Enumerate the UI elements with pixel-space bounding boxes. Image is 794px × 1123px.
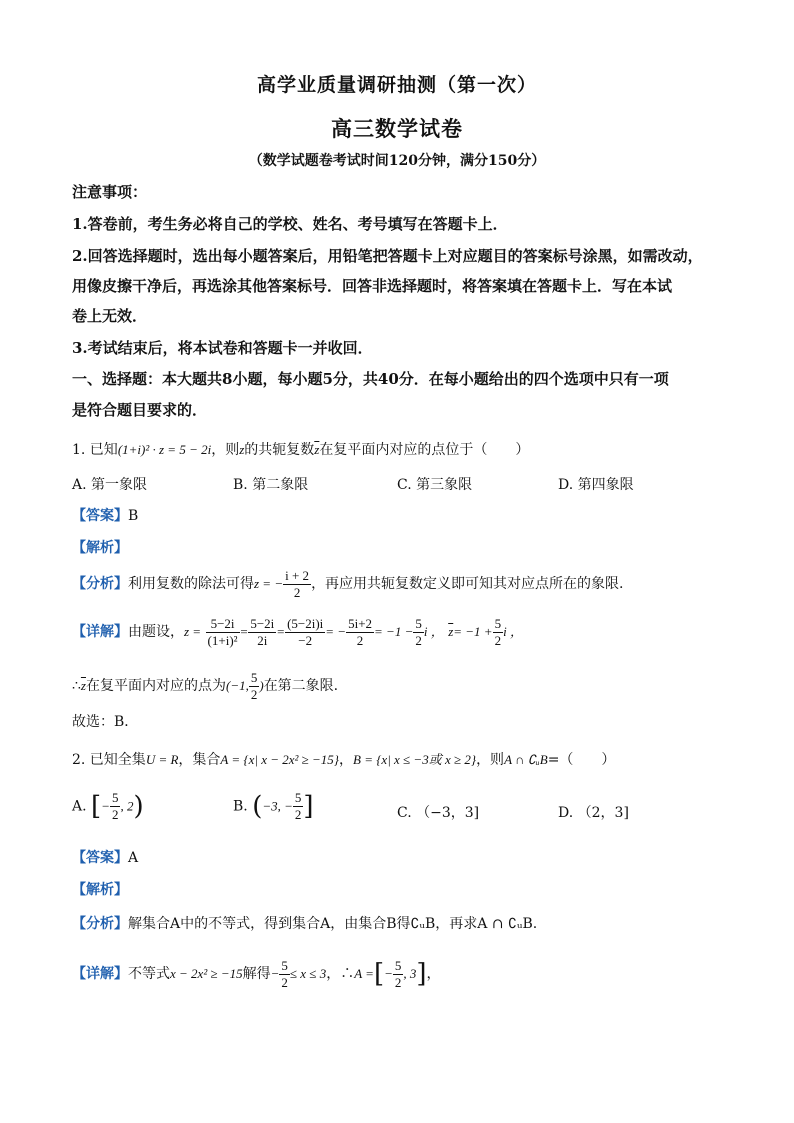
set-b: B = {x| x ≤ −3或 x ≥ 2} — [353, 752, 477, 767]
q1-answer: 【答案】B — [72, 508, 139, 524]
q1-equation: (1+i)² · z = 5 − 2i — [117, 442, 212, 457]
set-a: A = {x| x − 2x² ≥ −15} — [220, 752, 340, 767]
q2-answer: 【答案】A — [72, 850, 139, 866]
q2-fenxi: 【分析】解集合A中的不等式，得到集合A，由集合B得∁ᵤB，再求A ∩ ∁ᵤB. — [72, 916, 538, 932]
question-2: 2. 已知全集U = R，集合A = {x| x − 2x² ≥ −15}，B = {x| x ≤ −3或 x ≥ 2}，则A ∩ ∁ᵤB=（ ） — [72, 752, 616, 768]
q1-conclusion: $\therefore\overline{z}$在复平面内对应的点为(−1, $\frac{5}{2}$ )在第二象限. — [72, 669, 339, 702]
section-1-line2: 是符合题目要求的． — [72, 401, 208, 419]
z-conjugate: $\overline{z}$ — [314, 442, 320, 457]
q2-option-a: A. [− $\frac{5}{2}$ , 2) — [72, 790, 144, 822]
q1-fenxi: 【分析】利用复数的除法可得z = − $\frac{i + 2}{2}$ ，再应用共轭复数定义即可知其对应点所在的象限. — [72, 567, 624, 600]
exam-time-note: （数学试题卷考试时间120分钟，满分150分） — [248, 153, 546, 169]
q2-xiangjie: 【详解】不等式x − 2x² ≥ −15解得− $\frac{5}{2}$ ≤ x ≤ 3，∴A =[− $\frac{5}{2}$ , 3]， — [72, 957, 441, 990]
exam-title: 高学业质量调研抽测（第一次） — [256, 74, 537, 96]
q1-choose: 故选：B． — [72, 714, 139, 730]
q1-option-a: A. 第一象限 — [72, 477, 148, 493]
notes-heading: 注意事项： — [72, 183, 148, 201]
q2-option-d: D. （2，3] — [558, 805, 629, 821]
question-1: 1. 已知(1+i)² · z = 5 − 2i，则z的共轭复数$\overline{z}$在复平面内对应的点位于（ ） — [72, 442, 530, 458]
note-2-line1: 2.回答选择题时，选出每小题答案后，用铅笔把答题卡上对应题目的答案标号涂黑，如需改动， — [72, 247, 703, 265]
q1-option-c: C. 第三象限 — [397, 477, 473, 493]
section-1-line1: 一、选择题：本大题共8小题，每小题5分，共40分．在每小题给出的四个选项中只有一项 — [72, 370, 669, 388]
q1-option-d: D. 第四象限 — [558, 477, 634, 493]
note-2-line2: 用像皮擦干净后，再选涂其他答案标号．回答非选择题时，将答案填在答题卡上．写在本试 — [72, 277, 673, 295]
exam-subtitle: 高三数学试卷 — [331, 116, 463, 141]
q1-option-b: B. 第二象限 — [233, 477, 309, 493]
q1-xiangjie: 【详解】由题设，z = $\frac{5-2i}{\text{(1+i)²}}$ = $\frac{5-2i}{2i}$ = $\frac{(5-2i)i}{-2}$ = − $\frac{5i+2}{2}$ = −1 − $\frac{5}{2}$ i ， $\overline{z}= -1$ + $\frac{5}{2}$ i ， — [72, 615, 523, 648]
note-3: 3.考试结束后，将本试卷和答题卡一并收回． — [72, 339, 373, 357]
note-2-line3: 卷上无效． — [72, 307, 148, 325]
q2-option-c: C. （−3，3] — [397, 805, 480, 821]
q2-option-b: B. (−3, − $\frac{5}{2}$ ] — [233, 790, 314, 822]
q2-analysis-tag: 【解析】 — [72, 882, 128, 898]
q1-analysis-tag: 【解析】 — [72, 540, 128, 556]
note-1: 1.答卷前，考生务必将自己的学校、姓名、考号填写在答题卡上． — [72, 215, 508, 233]
